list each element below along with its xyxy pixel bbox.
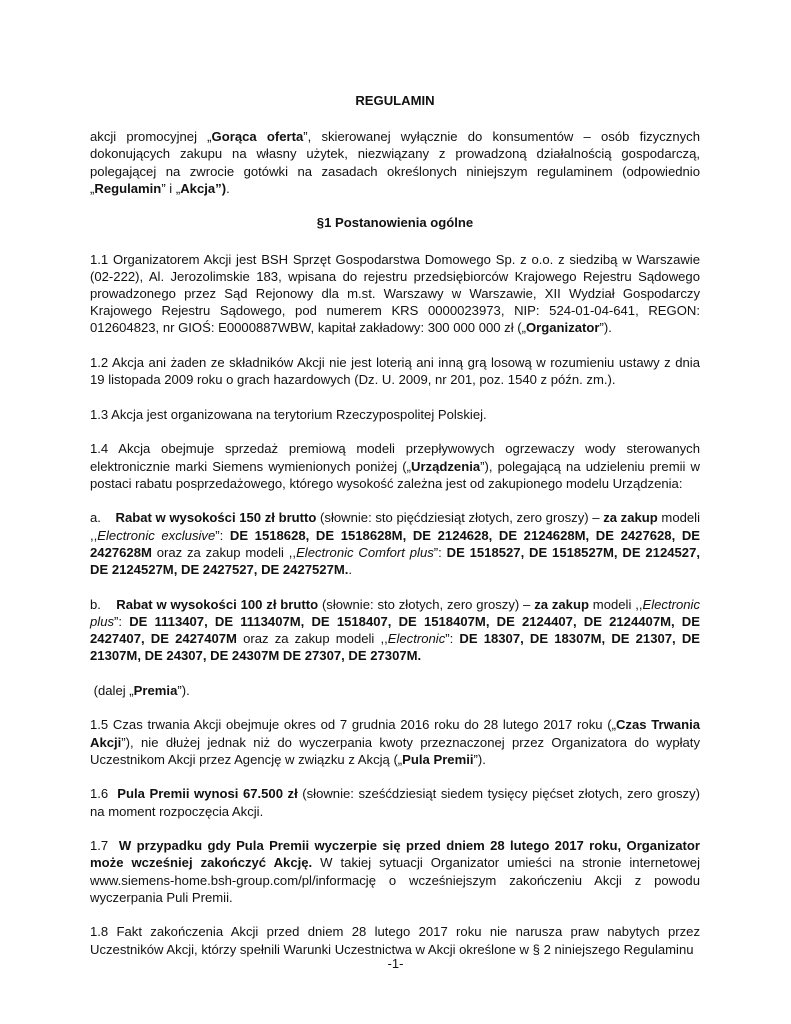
bold-run: za zakup bbox=[534, 596, 589, 612]
document-title: REGULAMIN bbox=[355, 93, 435, 108]
bold-run: Rabat w wysokości 150 zł brutto bbox=[115, 510, 317, 526]
text-run: ”), nie dłużej jednak niż do wyczerpania kwoty przeznaczonej przez Organizatora do wypłaty Uczestnikom Akcji przez Agencję w związku z Akcją („ bbox=[90, 734, 700, 767]
text-run: . bbox=[226, 180, 230, 196]
bold-run: Akcja”) bbox=[180, 180, 227, 196]
document-page bbox=[90, 84, 700, 958]
text-run: ”: bbox=[445, 631, 460, 647]
text-run: 1.6 bbox=[90, 786, 118, 802]
text-run: 1.5 Czas trwania Akcji obejmuje okres od 7 grudnia 2016 roku do 28 lutego 2017 roku („ bbox=[90, 717, 616, 733]
text-run: (słownie: sto pięćdziesiąt złotych, zero groszy) – bbox=[316, 510, 604, 526]
bold-run: DE 1518527, DE 1518527M, DE 2124527, DE 2124527M, DE 2427527, DE 2427527M. bbox=[90, 544, 701, 578]
text-run: ”). bbox=[473, 751, 486, 767]
italic-run: Electronic Comfort plus bbox=[296, 544, 434, 560]
text-run: 1.7 bbox=[90, 838, 119, 854]
text-run: modeli ,, bbox=[588, 596, 643, 612]
text-run: ”, skierowanej wyłącznie do konsumentów – osób fizycznych dokonujących zakupu na własny użytek, niezwiązany z prowadzoną działalnością gospodarczą, polegającej na zwrocie gotówki na zasadach określonych niniejszym regulaminem (odpowiednio „ bbox=[90, 129, 700, 196]
paragraph-a bbox=[90, 509, 700, 578]
bold-run: Premia bbox=[133, 682, 178, 698]
text-run: oraz za zakup modeli ,, bbox=[151, 544, 297, 560]
text-run: 1.1 Organizatorem Akcji jest BSH Sprzęt Gospodarstwa Domowego Sp. z o.o. z siedzibą w Warszawie (02-222), Al. Jerozolimskie 183, wpisana do rejestru przedsiębiorców Krajowego Rejestru Sądowego prowadzonego przez Sąd Rejonowy dla m.st. Warszawy w Warszawie, XII Wydział Gospodarczy Krajowego Rejestru Sądowego, pod numerem KRS 0000023973, NIP: 524-01-04-641, REGON: 012604823, nr GIOŚ: E0000887WBW, kapitał zakładowy: 300 000 000 zł („ bbox=[90, 251, 700, 336]
bold-run: Rabat w wysokości 100 zł brutto bbox=[116, 596, 319, 612]
text-run: oraz za zakup modeli ,, bbox=[236, 631, 388, 647]
page-number: -1- bbox=[387, 956, 404, 971]
text-run: W takiej sytuacji Organizator umieści na stronie internetowej www.siemens-home.bsh-group.com/pl/informację o wcześniejszym zakończeniu Akcji z powodu wyczerpania Puli Premii. bbox=[90, 855, 700, 905]
bold-run: Organizator bbox=[526, 320, 600, 336]
paragraph-1-8: 1.8 Fakt zakończenia Akcji przed dniem 28 lutego 2017 roku nie narusza praw nabytych przez Uczestników Akcji, którzy spełnili Warunki Uczestnictwa w Akcji określone w § 2 niniejszego Regulaminu bbox=[90, 924, 700, 957]
text-run: modeli ,, bbox=[90, 510, 700, 543]
text-run: 1.4 Akcja obejmuje sprzedaż premiową modeli przepływowych ogrzewaczy wody sterowanych elektronicznie marki Siemens wymienionych poniżej („ bbox=[90, 441, 700, 474]
text-run: ”), polegającą na udzieleniu premii w postaci rabatu posprzedażowego, którego wysokość zależna jest od zakupionego modelu Urządzenia: bbox=[90, 458, 700, 491]
text-run: akcji promocyjnej „ bbox=[90, 129, 212, 145]
paragraph-b bbox=[90, 596, 700, 665]
paragraph-1-1 bbox=[90, 251, 700, 337]
bold-run: W przypadku gdy Pula Premii wyczerpie się przed dniem 28 lutego 2017 roku, Organizator może wcześniej zakończyć Akcję. bbox=[90, 838, 700, 871]
text-run: (słownie: sto złotych, zero groszy) – bbox=[318, 596, 535, 612]
text-run: b. bbox=[90, 596, 117, 612]
paragraph-1-7 bbox=[90, 837, 700, 906]
section-heading: §1 Postanowienia ogólne bbox=[316, 215, 474, 231]
bold-run: Urządzenia bbox=[410, 458, 481, 474]
italic-run: Electronic exclusive bbox=[97, 527, 216, 543]
bold-run: Regulamin bbox=[94, 180, 162, 196]
bold-run: Czas Trwania Akcji bbox=[90, 717, 700, 750]
text-run: (słownie: sześćdziesiąt siedem tysięcy pięćset złotych, zero groszy) na moment rozpoczęcia Akcji. bbox=[90, 786, 701, 819]
paragraph-dalej bbox=[90, 682, 700, 699]
bold-run: DE 1113407, DE 1113407M, DE 1518407, DE 1518407M, DE 2124407, DE 2124407M, DE 2427407, DE 2427407M bbox=[90, 613, 700, 647]
paragraph-1-2: 1.2 Akcja ani żaden ze składników Akcji nie jest loterią ani inną grą losową w rozumieniu ustawy z dnia 19 listopada 2009 roku o grach hazardowych (Dz. U. 2009, nr 201, poz. 1540 z późn. zm.). bbox=[90, 355, 700, 388]
text-run: . bbox=[348, 562, 353, 578]
text-run: ”: bbox=[433, 544, 447, 560]
italic-run: Electronic bbox=[387, 631, 446, 647]
paragraph-1-4 bbox=[90, 440, 700, 492]
text-run: ”: bbox=[114, 613, 130, 629]
text-run: ” i „ bbox=[161, 180, 181, 196]
text-run: (dalej „ bbox=[90, 682, 134, 698]
bold-run: DE 1518628, DE 1518628M, DE 2124628, DE 2124628M, DE 2427628, DE 2427628M bbox=[90, 527, 701, 560]
intro-paragraph bbox=[90, 128, 700, 197]
bold-run: DE 18307, DE 18307M, DE 21307, DE 21307M, DE 24307, DE 24307M DE 27307, DE 27307M. bbox=[90, 631, 701, 664]
text-run: ”). bbox=[599, 320, 612, 336]
paragraph-1-5 bbox=[90, 716, 700, 768]
bold-run: Pula Premii bbox=[402, 751, 474, 767]
text-run: ”). bbox=[177, 682, 190, 698]
bold-run: za zakup bbox=[603, 510, 658, 526]
text-run: ”: bbox=[215, 527, 230, 543]
bold-run: Pula Premii wynosi 67.500 zł bbox=[117, 786, 298, 802]
italic-run: Electronic plus bbox=[90, 596, 700, 629]
text-run: a. bbox=[90, 510, 116, 526]
paragraph-1-3: 1.3 Akcja jest organizowana na terytorium Rzeczypospolitej Polskiej. bbox=[90, 406, 487, 422]
bold-run: Gorąca oferta bbox=[211, 129, 304, 145]
paragraph-1-6 bbox=[90, 785, 700, 819]
